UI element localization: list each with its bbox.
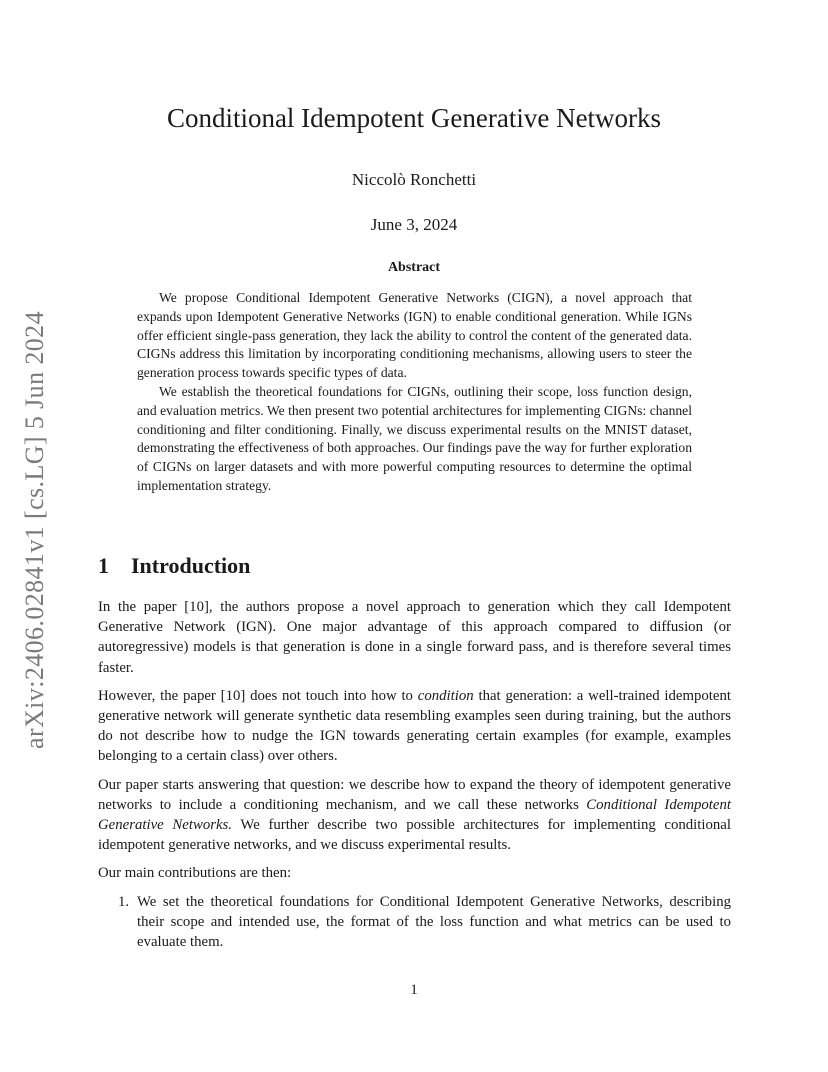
introduction-body [98, 597, 731, 952]
list-item [98, 892, 731, 953]
arxiv-identifier-sidebar [4, 300, 66, 760]
text-run: We further describe two possible architectures for implementing conditional idempotent generative networks, and we discuss experimental results. [98, 817, 731, 854]
text-run: However, the paper [10] does not touch into how to [98, 687, 418, 704]
intro-paragraph: In the paper [10], the authors propose a novel approach to generation which they call Idempotent Generative Network (IGN). One major advantage of this approach compared to diffusion (or autoregressive) models is that generation is done in a single forward pass, and is therefore several times faster. [98, 599, 731, 676]
text-run: Our paper starts answering that question: we describe how to expand the theory of idempotent generative networks to include a conditioning mechanism, and we call these networks [98, 776, 731, 813]
abstract-paragraph: We establish the theoretical foundations for CIGNs, outlining their scope, loss function design, and evaluation metrics. We then present two potential architectures for implementing CIGNs: channel conditioning and filter conditioning. Finally, we discuss experimental results on the MNIST dataset, demonstrating the effectiveness of both approaches. Our findings pave the way for further exploration of CIGNs on larger datasets and with more powerful computing resources to determine the optimal implementation strategy. [137, 383, 692, 493]
emphasis-text: condition [417, 687, 474, 704]
section-title: Introduction [131, 553, 251, 578]
intro-paragraph [98, 775, 731, 856]
list-item-number: 1. [118, 893, 130, 910]
emphasis-text: Conditional Idempotent Generative Networks. [98, 796, 731, 834]
abstract-paragraph: We propose Conditional Idempotent Generative Networks (CIGN), a novel approach that expands upon Idempotent Generative Networks (IGN) to enable conditional generation. While IGNs offer efficient single-pass generation, they lack the ability to control the content of the generated data. CIGNs address this limitation by incorporating conditioning mechanisms, allowing users to steer the generation process towards specific types of data. [137, 290, 692, 381]
contributions-list [98, 892, 731, 953]
abstract-heading: Abstract [387, 260, 441, 275]
page-number: 1 [410, 982, 418, 998]
author-name: Niccolò Ronchetti [351, 170, 477, 189]
intro-paragraph [98, 686, 731, 767]
intro-paragraph: Our main contributions are then: [98, 865, 292, 882]
abstract-body [137, 289, 692, 496]
paper-date: June 3, 2024 [370, 215, 458, 234]
arxiv-identifier: arXiv:2406.02841v1 [cs.LG] 5 Jun 2024 [20, 311, 50, 749]
text-run: that generation: a well-trained idempotent generative network will generate synthetic data resembling examples seen during training, but the authors do not describe how to nudge the IGN towards generating certain examples (for example, examples belonging to a certain class) over others. [98, 687, 731, 765]
section-number: 1 [98, 553, 109, 578]
section-heading [98, 553, 250, 579]
list-item-text: We set the theoretical foundations for Conditional Idempotent Generative Networks, describing their scope and intended use, the format of the loss function and what metrics can be used to evaluate them. [137, 893, 731, 951]
paper-title: Conditional Idempotent Generative Networks [166, 103, 662, 133]
